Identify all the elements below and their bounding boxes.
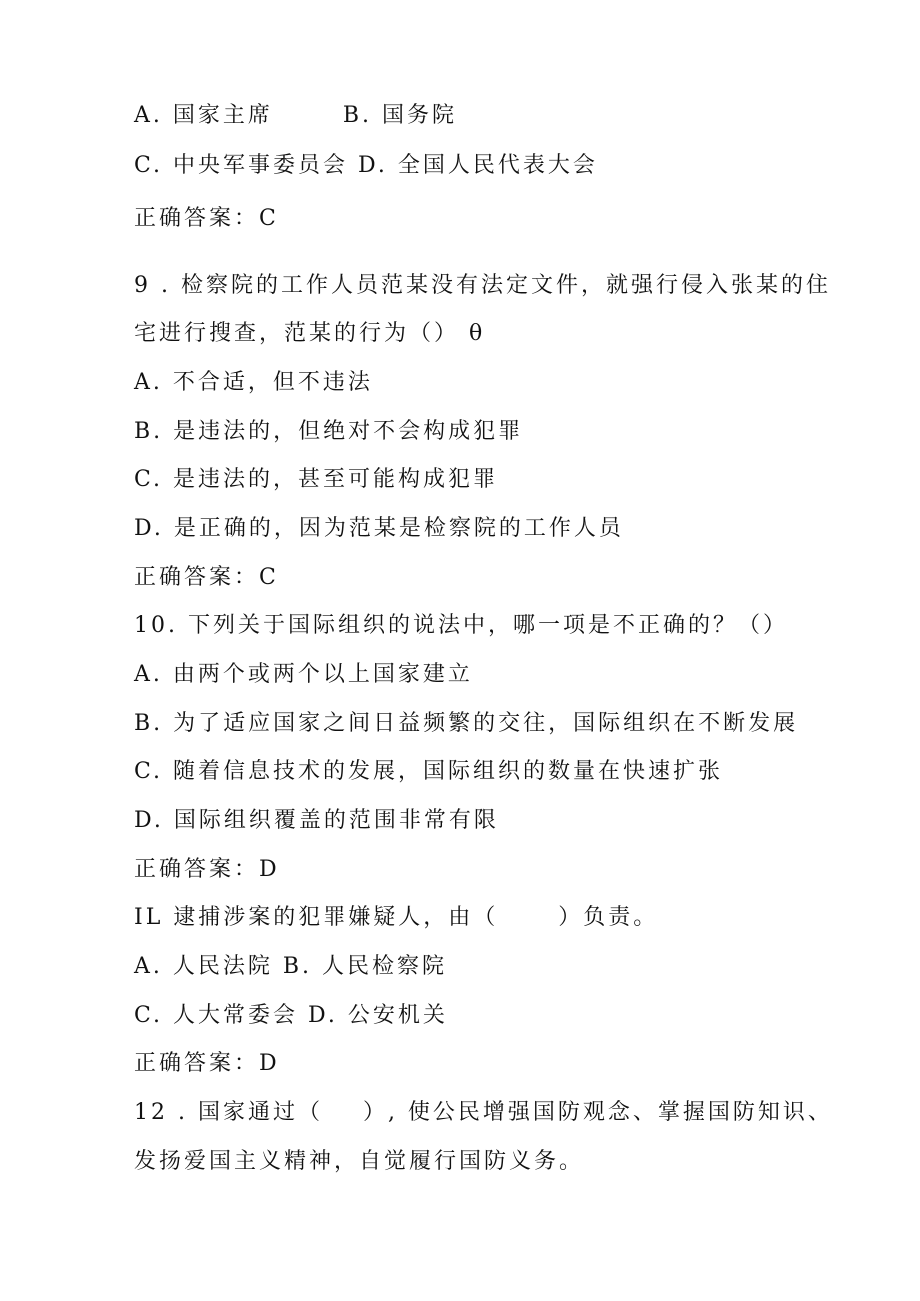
q12-question-line2: 发扬爱国主义精神，自觉履行国防义务。 <box>134 1149 585 1174</box>
q10-option-d: D. 国际组织覆盖的范围非常有限 <box>134 808 499 833</box>
q8-options-cd: C. 中央军事委员会 D. 全国人民代表大会 <box>134 153 598 178</box>
q11-answer: 正确答案：D <box>134 1051 280 1076</box>
q11-options-cd: C. 人大常委会 D. 公安机关 <box>134 1003 448 1028</box>
q9-option-b: B. 是违法的，但绝对不会构成犯罪 <box>134 419 524 444</box>
q11-options-ab: A. 人民法院 B. 人民检察院 <box>134 954 448 979</box>
q11-question: IL 逮捕涉案的犯罪嫌疑人，由（ ）负责。 <box>134 905 659 930</box>
q10-option-b: B. 为了适应国家之间日益频繁的交往，国际组织在不断发展 <box>134 711 799 736</box>
q8-answer: 正确答案：C <box>134 206 279 231</box>
q9-question-line1: 9 . 检察院的工作人员范某没有法定文件，就强行侵入张某的住 <box>134 273 831 298</box>
q9-option-a: A. 不合适，但不违法 <box>134 370 373 395</box>
q9-option-c: C. 是违法的，甚至可能构成犯罪 <box>134 467 499 492</box>
q10-question: 10. 下列关于国际组织的说法中，哪一项是不正确的？（） <box>134 613 788 638</box>
q9-option-d: D. 是正确的，因为范某是检察院的工作人员 <box>134 516 624 541</box>
q10-option-a: A. 由两个或两个以上国家建立 <box>134 662 473 687</box>
q12-question-line1: 12 . 国家通过（ ）, 使公民增强国防观念、掌握国防知识、 <box>134 1100 833 1125</box>
q9-question-line2: 宅进行搜查，范某的行为（） θ <box>134 321 486 346</box>
q9-answer: 正确答案：C <box>134 565 279 590</box>
q10-option-c: C. 随着信息技术的发展，国际组织的数量在快速扩张 <box>134 759 724 784</box>
q10-answer: 正确答案：D <box>134 857 280 882</box>
q8-options-ab: A. 国家主席 B. 国务院 <box>134 103 457 128</box>
